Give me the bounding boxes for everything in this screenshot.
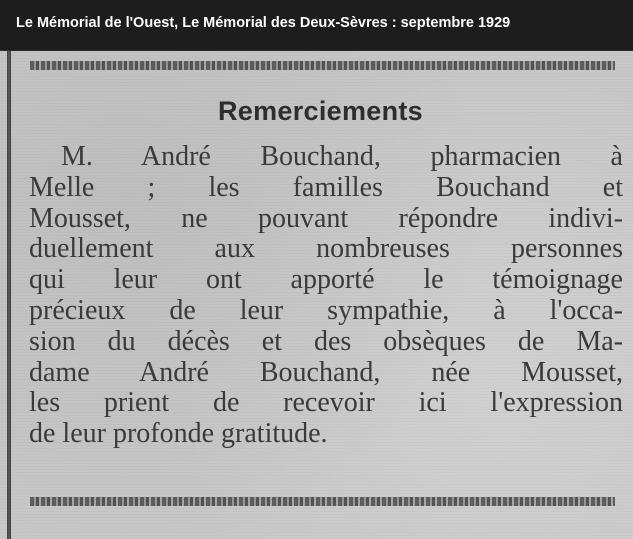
newspaper-scan: [0, 51, 633, 539]
window-title: Le Mémorial de l'Ouest, Le Mémorial des Deux-Sèvres : septembre 1929: [16, 15, 511, 31]
top-separator-rule: [30, 61, 615, 70]
article-line: précieux de leur sympathie, à l'occa-: [29, 295, 623, 326]
title-bar: [0, 0, 633, 51]
article-line: sion du décès et des obsèques de Ma-: [29, 326, 623, 357]
article-line: Melle ; les familles Bouchand et: [29, 172, 623, 203]
article-line: de leur profonde gratitude.: [29, 419, 328, 450]
article-heading: Remerciements: [217, 96, 423, 126]
article-line: les prient de recevoir ici l'expression: [29, 388, 623, 419]
article-body: [29, 142, 623, 450]
article-line: duellement aux nombreuses personnes: [29, 234, 623, 265]
article-line: qui leur ont apporté le témoignage: [29, 265, 623, 296]
article-line: Mousset, ne pouvant répondre indivi-: [29, 203, 623, 234]
article-line: dame André Bouchand, née Mousset,: [29, 357, 623, 388]
article-line: M. André Bouchand, pharmacien à: [61, 142, 623, 172]
bottom-separator-rule: [30, 497, 615, 506]
